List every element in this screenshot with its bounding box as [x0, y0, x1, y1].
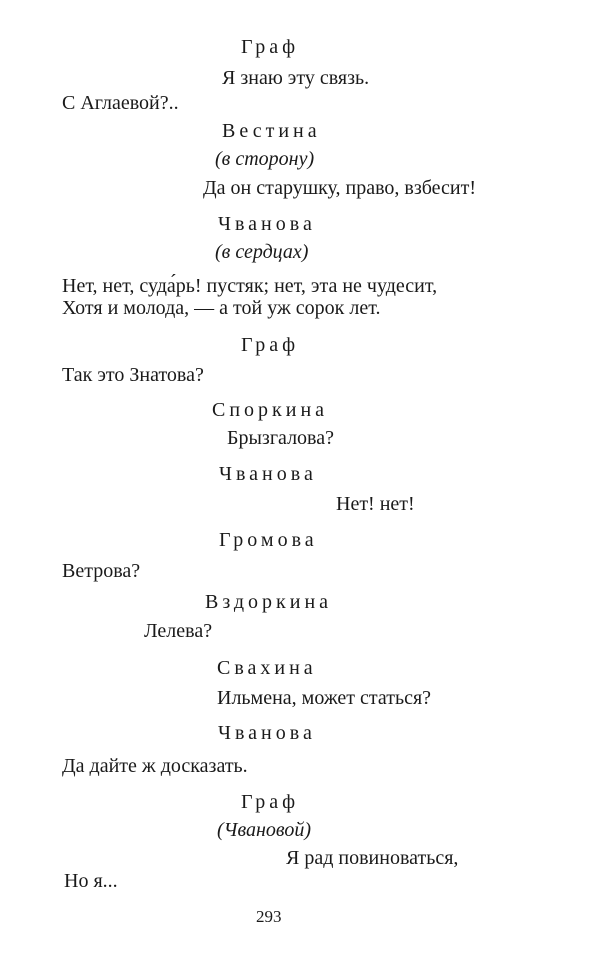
speaker-name: Граф [241, 36, 300, 58]
stage-direction: (в сердцах) [215, 241, 309, 263]
stage-direction: (Чвановой) [217, 819, 311, 841]
verse-line: Так это Знатова? [62, 364, 204, 386]
verse-line: Нет! нет! [336, 493, 415, 515]
verse-line: Ветрова? [62, 560, 141, 582]
verse-line: Да дайте ж досказать. [62, 755, 248, 777]
verse-line: Лелева? [144, 620, 213, 642]
verse-line: С Аглаевой?.. [62, 92, 179, 114]
verse-line: Я знаю эту связь. [222, 67, 370, 89]
speaker-name: Чванова [218, 213, 316, 235]
page-number: 293 [256, 907, 282, 926]
speaker-name: Свахина [217, 657, 317, 679]
speaker-name: Вздоркина [205, 591, 333, 613]
verse-line: Хотя и молода, — а той уж сорок лет. [62, 297, 381, 319]
speaker-name: Чванова [219, 463, 317, 485]
verse-line: Ильмена, может статься? [217, 687, 432, 709]
verse-line: Я рад повиноваться, [286, 847, 459, 869]
speaker-name: Громова [219, 529, 318, 551]
stage-direction: (в сторону) [215, 148, 315, 170]
speaker-name: Чванова [218, 722, 316, 744]
speaker-name: Граф [241, 791, 300, 813]
verse-line: Да он старушку, право, взбесит! [203, 177, 477, 199]
verse-line: Брызгалова? [227, 427, 334, 449]
verse-line: Нет, нет, суда́рь! пустяк; нет, эта не чудесит, [62, 275, 438, 297]
speaker-name: Споркина [212, 399, 329, 421]
speaker-name: Граф [241, 334, 300, 356]
verse-line: Но я... [64, 870, 118, 892]
speaker-name: Вестина [222, 120, 321, 142]
